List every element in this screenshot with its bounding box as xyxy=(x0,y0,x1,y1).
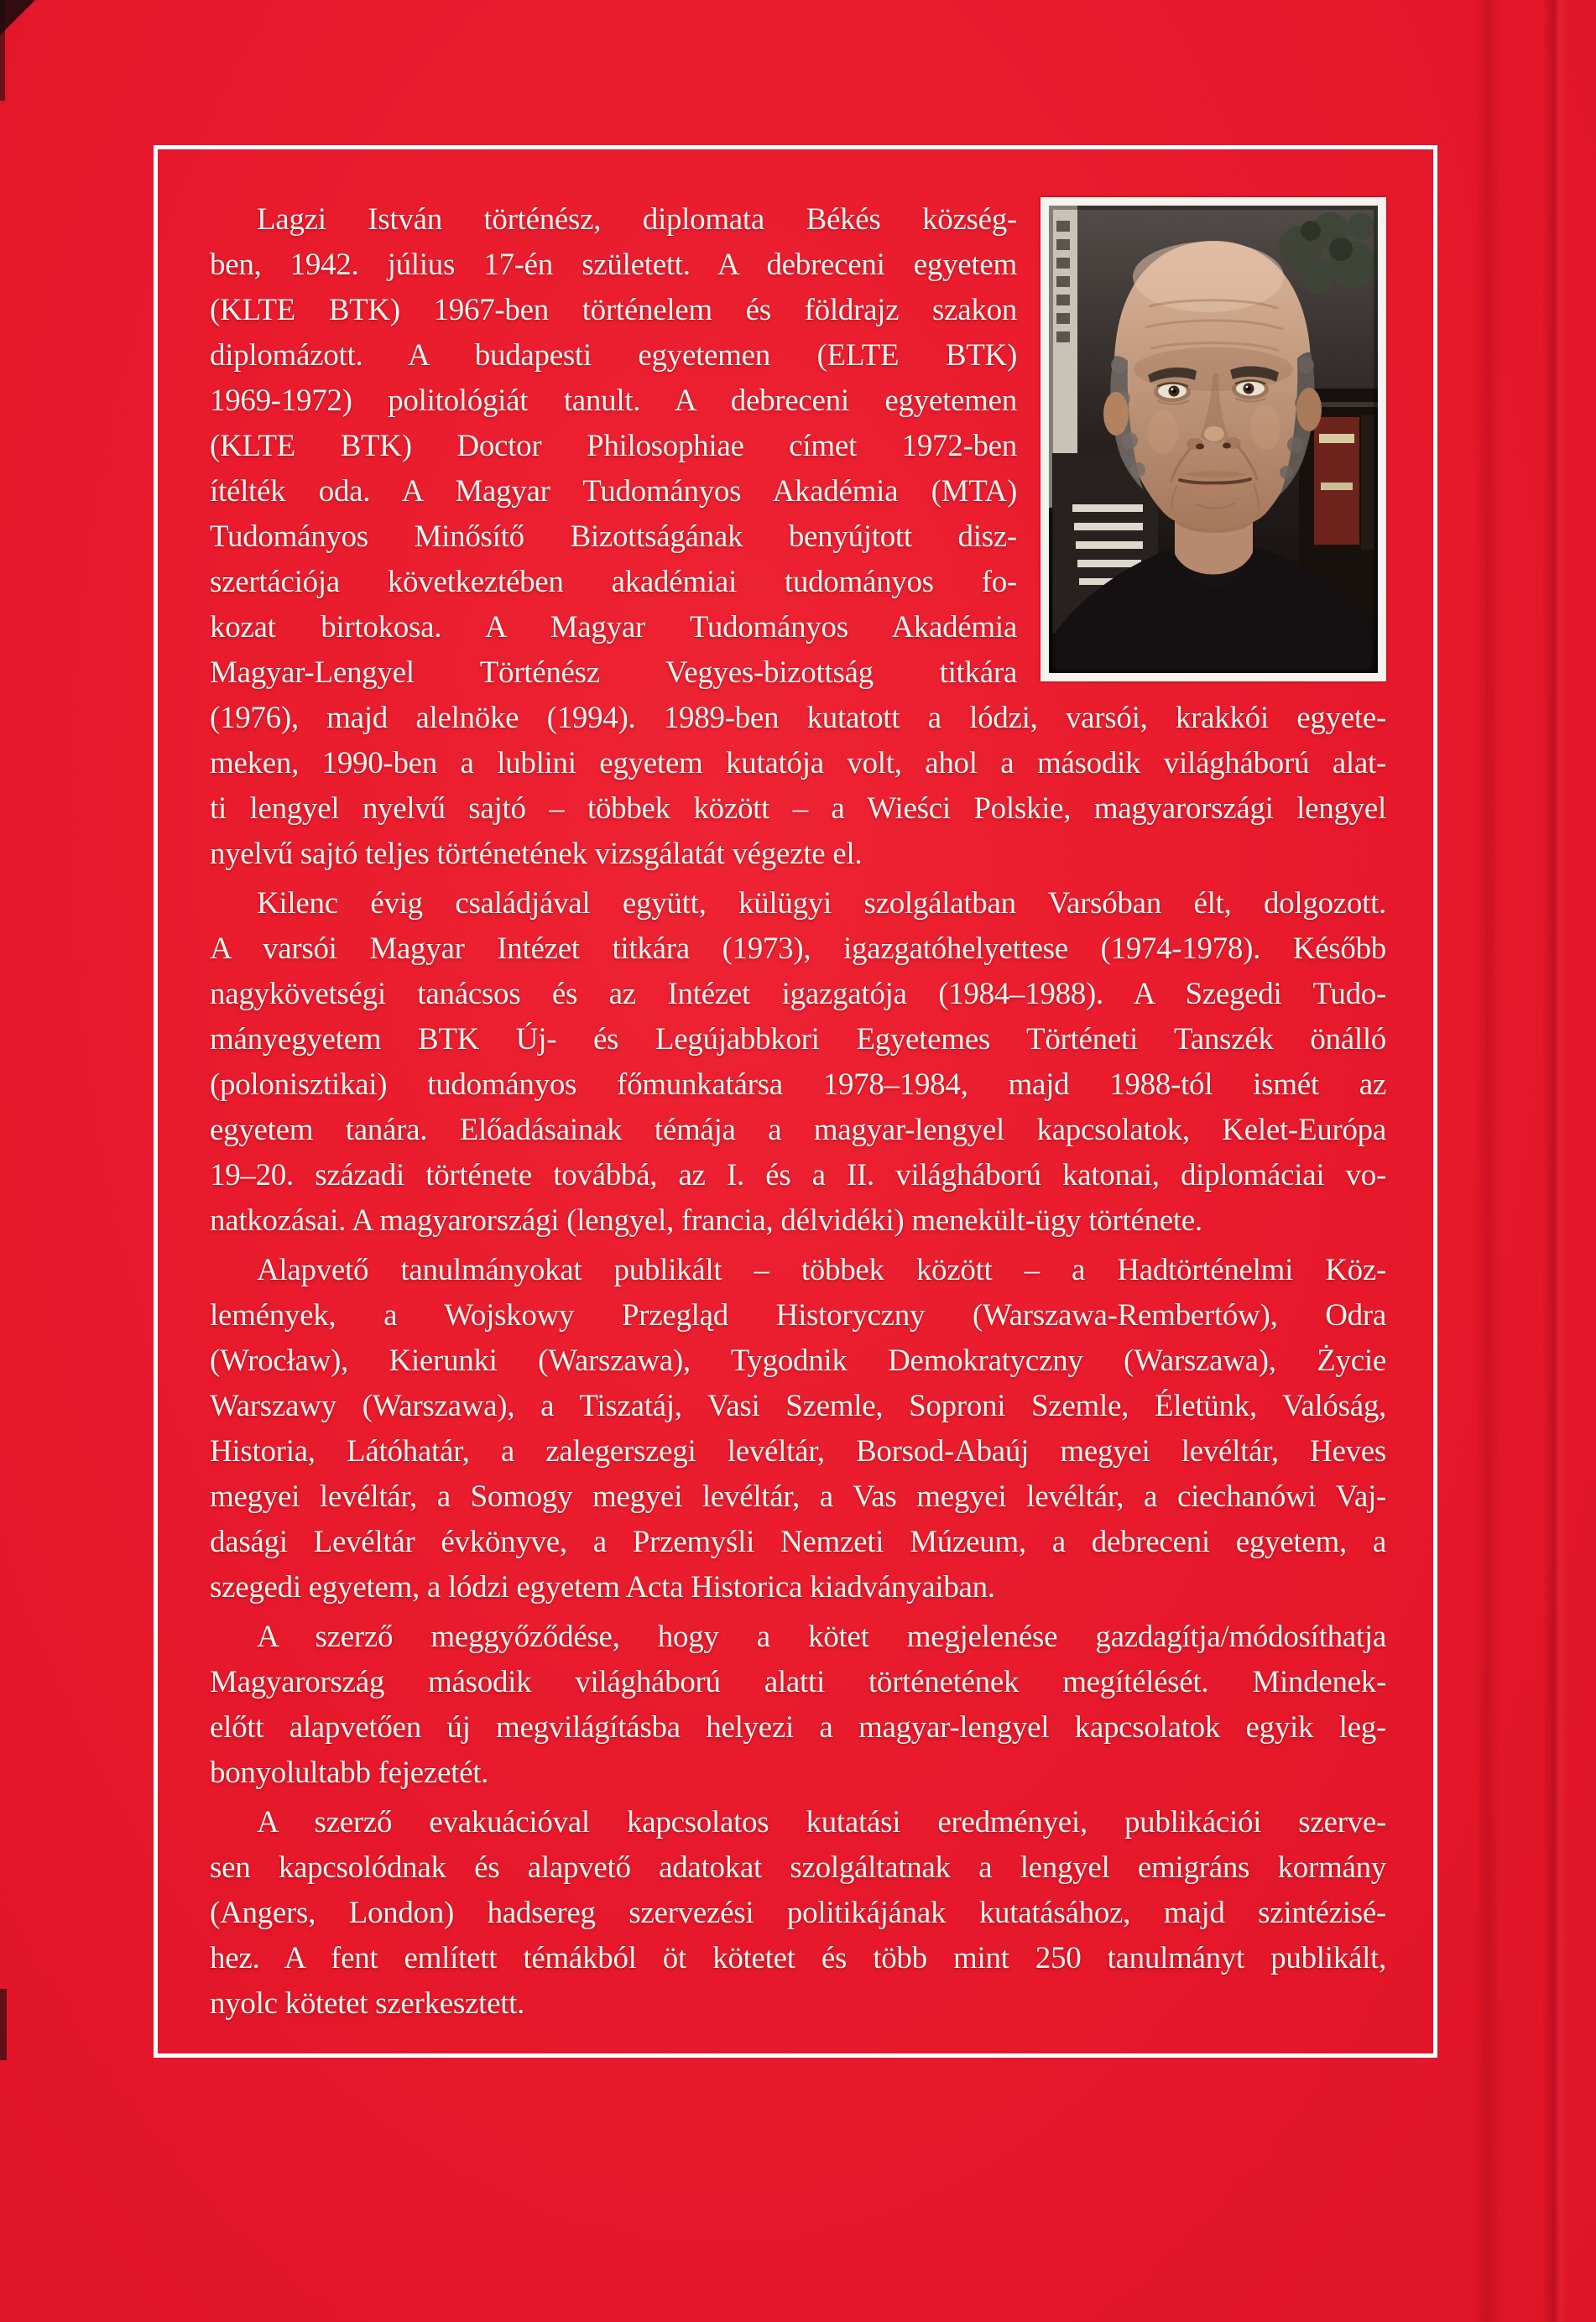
scan-crease xyxy=(1473,0,1502,2322)
text-line: lemények, a Wojskowy Przegląd Historyczny (Warszawa-Rembertów), Odra xyxy=(210,1298,1386,1333)
scan-crease xyxy=(1542,0,1567,2322)
text-line: megyei levéltár, a Somogy megyei levéltár, a Vas megyei levéltár, a ciechanówi Vaj- xyxy=(210,1479,1386,1514)
text-line: Magyarország második világháború alatti történetének megítélését. Mindenek- xyxy=(210,1665,1386,1699)
text-line: A szerző evakuációval kapcsolatos kutatási eredményei, publikációi szerve- xyxy=(257,1805,1386,1839)
text-line: hez. A fent említett témákból öt kötetet és több mint 250 tanulmányt publikált, xyxy=(210,1941,1386,1975)
text-line: egyetem tanára. Előadásainak témája a magyar-lengyel kapcsolatok, Kelet-Európa xyxy=(210,1113,1386,1147)
text-line: kozat birtokosa. A Magyar Tudományos Akadémia xyxy=(210,610,1017,644)
text-line: nyelvű sajtó teljes történetének vizsgálatát végezte el. xyxy=(210,837,863,871)
paragraph-4 xyxy=(210,1615,1386,1796)
text-line: Tudományos Minősítő Bizottságának benyújtott disz- xyxy=(210,519,1017,554)
text-line: előtt alapvetően új megvilágításba helyezi a magyar-lengyel kapcsolatok egyik leg- xyxy=(210,1710,1386,1745)
text-line: ben, 1942. július 17-én született. A debreceni egyetem xyxy=(210,248,1017,282)
text-line: szertációja következtében akadémiai tudományos fo- xyxy=(210,565,1017,599)
text-line: Historia, Látóhatár, a zalegerszegi levéltár, Borsod-Abaúj megyei levéltár, Heves xyxy=(210,1434,1386,1469)
text-line: (1976), majd alelnöke (1994). 1989-ben kutatott a lódzi, varsói, krakkói egyete- xyxy=(210,701,1386,735)
text-line: 19–20. századi története továbbá, az I. és a II. világháború katonai, diplomáciai vo- xyxy=(210,1158,1386,1192)
text-line: natkozásai. A magyarországi (lengyel, francia, délvidéki) menekült-ügy története. xyxy=(210,1203,1202,1238)
scan-artifact-left-bottom xyxy=(0,1989,7,2060)
text-line: (polonisztikai) tudományos főmunkatársa 1978–1984, majd 1988-tól ismét az xyxy=(210,1067,1386,1102)
text-line: sen kapcsolódnak és alapvető adatokat szolgáltatnak a lengyel emigráns kormány xyxy=(210,1850,1386,1885)
text-line: dasági Levéltár évkönyve, a Przemyśli Nemzeti Múzeum, a debreceni egyetem, a xyxy=(210,1525,1386,1559)
paragraph-5 xyxy=(210,1800,1386,2027)
text-line: A varsói Magyar Intézet titkára (1973), igazgatóhelyettese (1974-1978). Később xyxy=(210,931,1386,966)
text-line: Warszawy (Warszawa), a Tiszatáj, Vasi Szemle, Soproni Szemle, Életünk, Valóság, xyxy=(210,1389,1386,1423)
text-line: nyolc kötetet szerkesztett. xyxy=(210,1986,525,2021)
text-line: diplomázott. A budapesti egyetemen (ELTE BTK) xyxy=(210,338,1017,373)
paragraph-3 xyxy=(210,1248,1386,1610)
text-line: Magyar-Lengyel Történész Vegyes-bizottság titkára xyxy=(210,655,1017,690)
text-line: Alapvető tanulmányokat publikált – többek között – a Hadtörténelmi Köz- xyxy=(257,1253,1386,1287)
scan-artifact-left-edge xyxy=(0,0,5,101)
scan-artifact-corner xyxy=(0,0,35,35)
text-line: (Angers, London) hadsereg szervezési politikájának kutatásához, majd szintézisé- xyxy=(210,1896,1386,1930)
text-line: szegedi egyetem, a lódzi egyetem Acta Historica kiadványaiban. xyxy=(210,1570,995,1605)
text-line: nagykövetségi tanácsos és az Intézet igazgatója (1984–1988). A Szegedi Tudo- xyxy=(210,977,1386,1011)
text-line: (Wrocław), Kierunki (Warszawa), Tygodnik Demokratyczny (Warszawa), Życie xyxy=(210,1344,1386,1378)
text-line: 1969-1972) politológiát tanult. A debreceni egyetemen xyxy=(210,384,1017,418)
author-photo xyxy=(1041,197,1386,681)
text-line: Kilenc évig családjával együtt, külügyi szolgálatban Varsóban élt, dolgozott. xyxy=(257,886,1386,921)
author-portrait-illustration xyxy=(1049,206,1378,673)
text-line: ítélték oda. A Magyar Tudományos Akadémia (MTA) xyxy=(210,474,1017,509)
text-line: mányegyetem BTK Új- és Legújabbkori Egyetemes Történeti Tanszék önálló xyxy=(210,1022,1386,1057)
text-line: bonyolultabb fejezetét. xyxy=(210,1756,489,1790)
text-line: (KLTE BTK) 1967-ben történelem és földrajz szakon xyxy=(210,293,1017,327)
text-line: ti lengyel nyelvű sajtó – többek között – a Wieści Polskie, magyarországi lengyel xyxy=(210,791,1386,826)
text-line: meken, 1990-ben a lublini egyetem kutatója volt, ahol a második világháború alat- xyxy=(210,746,1386,780)
text-line: (KLTE BTK) Doctor Philosophiae címet 1972-ben xyxy=(210,429,1017,463)
paragraph-2 xyxy=(210,881,1386,1244)
content-frame xyxy=(154,145,1437,2058)
text-line: A szerző meggyőződése, hogy a kötet megjelenése gazdagítja/módosíthatja xyxy=(257,1620,1386,1654)
text-line: Lagzi István történész, diplomata Békés község- xyxy=(257,202,1017,237)
